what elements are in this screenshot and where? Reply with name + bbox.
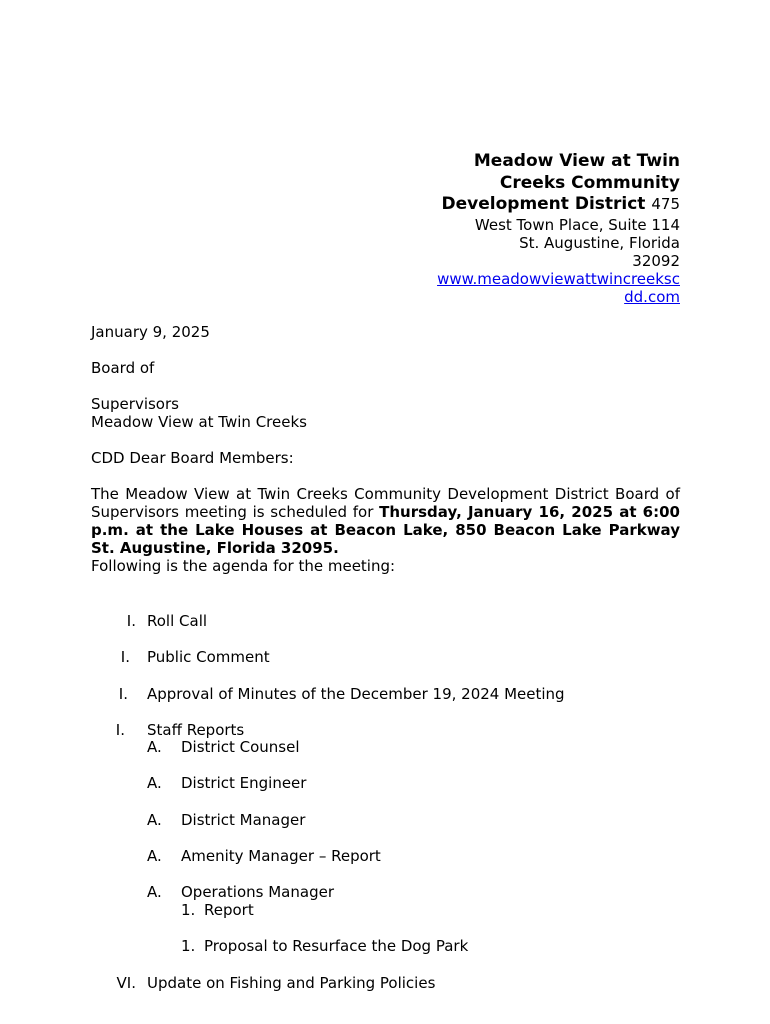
district-name-line: Development District	[441, 194, 646, 214]
agenda-marker: I.	[120, 648, 130, 666]
operations-dog-park-proposal: Proposal to Resurface the Dog Park	[204, 937, 469, 955]
district-name-line: Creeks Community	[499, 172, 680, 193]
sub-marker: A.	[147, 738, 162, 756]
recipient-line: Meadow View at Twin Creeks	[91, 413, 307, 431]
agenda-item-public-comment: Public Comment	[147, 648, 270, 666]
agenda-marker: I.	[126, 612, 136, 630]
address-line: 32092	[632, 251, 680, 270]
staff-report-district-engineer: District Engineer	[181, 774, 307, 792]
staff-report-district-manager: District Manager	[181, 811, 306, 829]
district-name	[420, 151, 680, 214]
agenda-item-staff-reports: Staff Reports	[147, 721, 245, 739]
notice-intro: The Meadow View at Twin Creeks Community Development District Board of Supervisors meeting is scheduled for	[91, 485, 680, 521]
staff-report-district-counsel: District Counsel	[181, 738, 300, 756]
sub-marker: A.	[147, 811, 162, 829]
agenda-marker: VI.	[116, 974, 136, 992]
website-link-line: dd.com	[624, 287, 680, 306]
sub-sub-marker: 1.	[181, 901, 196, 919]
address-line: St. Augustine, Florida	[519, 233, 680, 252]
operations-report: Report	[204, 901, 254, 919]
letterhead	[420, 151, 680, 306]
sub-marker: A.	[147, 883, 162, 901]
recipient-line: Board of	[91, 359, 155, 377]
address-line: West Town Place, Suite 114	[474, 215, 680, 234]
sub-marker: A.	[147, 847, 162, 865]
address-number: 475	[651, 195, 680, 213]
staff-report-operations-manager: Operations Manager	[181, 883, 334, 901]
agenda-marker: I.	[115, 721, 125, 739]
recipient-line: Supervisors	[91, 395, 179, 413]
staff-report-amenity-manager: Amenity Manager – Report	[181, 847, 381, 865]
sub-sub-marker: 1.	[181, 937, 196, 955]
agenda-item-fishing-parking: Update on Fishing and Parking Policies	[147, 974, 436, 992]
meeting-notice-paragraph	[91, 485, 680, 557]
website-link-line: www.meadowviewattwincreeksc	[437, 269, 680, 288]
website-link[interactable]	[420, 270, 680, 306]
salutation: CDD Dear Board Members:	[91, 449, 294, 467]
letter-date: January 9, 2025	[91, 323, 210, 341]
agenda-marker: I.	[118, 685, 128, 703]
district-name-line: Meadow View at Twin	[473, 151, 680, 171]
agenda-intro: Following is the agenda for the meeting:	[91, 557, 396, 575]
agenda-item-approval-minutes: Approval of Minutes of the December 19, 2024 Meeting	[147, 685, 565, 703]
sub-marker: A.	[147, 774, 162, 792]
agenda-item-roll-call: Roll Call	[147, 612, 208, 630]
meeting-details: Thursday, January 16, 2025 at 6:00 p.m. at the Lake Houses at Beacon Lake, 850 Beacon Lake Parkway St. Augustine, Florida 32095.	[91, 503, 680, 557]
